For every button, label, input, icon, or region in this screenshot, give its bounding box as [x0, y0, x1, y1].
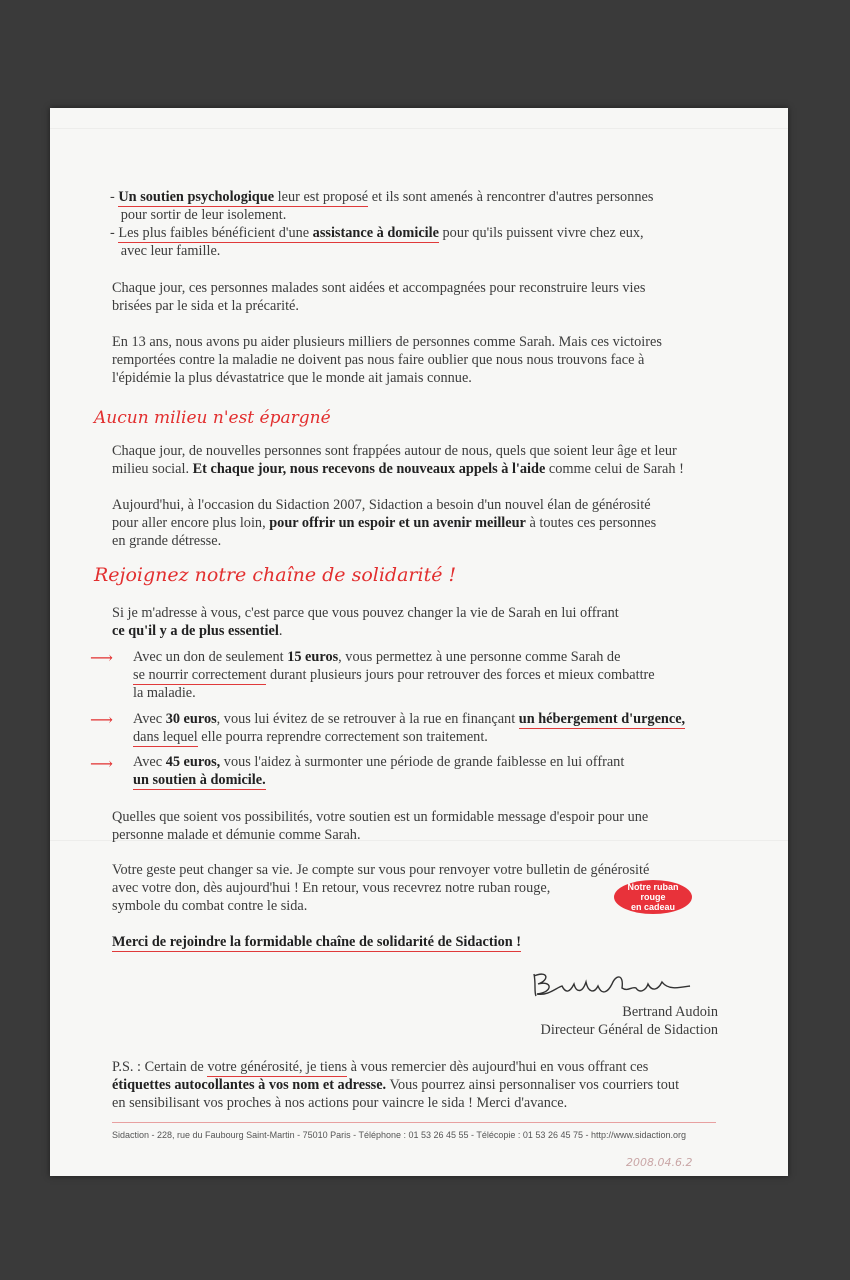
handwritten-note-join-chain: Rejoignez notre chaîne de solidarité !: [94, 564, 457, 586]
paragraph-possibilities: Quelles que soient vos possibilités, votre soutien est un formidable message d'espoir pour une personne malade et démunie comme Sarah.: [112, 809, 649, 843]
paragraph-13-years: En 13 ans, nous avons pu aider plusieurs milliers de personnes comme Sarah. Mais ces victoires remportées contre la maladie ne doivent pas nous faire oublier que nous nous trouvons face à l'épidémie la plus dévastatrice que le monde ait jamais connue.: [112, 334, 662, 386]
paragraph-your-gesture: Votre geste peut changer sa vie. Je compte sur vous pour renvoyer votre bulletin de générosité avec votre don, dès aujourd'hui ! En retour, vous recevrez notre ruban rouge, symbole du combat contre le sida.: [112, 862, 650, 914]
signature-icon: [528, 966, 708, 1002]
signer-name: Bertrand Audoin: [622, 1004, 718, 1020]
arrow-icon: ⟶: [90, 650, 113, 667]
thanks-line: Merci de rejoindre la formidable chaîne de solidarité de Sidaction !: [112, 934, 522, 950]
arrow-icon: ⟶: [90, 712, 113, 729]
signer-title: Directeur Général de Sidaction: [540, 1022, 718, 1038]
footer-divider: [112, 1122, 716, 1123]
paragraph-address-you: Si je m'adresse à vous, c'est parce que vous pouvez changer la vie de Sarah en lui offrant ce qu'il y a de plus essentiel.: [112, 605, 619, 639]
archive-stamp: 2008.04.6.2: [626, 1156, 693, 1169]
footer-address: Sidaction - 228, rue du Faubourg Saint-Martin - 75010 Paris - Téléphone : 01 53 26 45 55 - Télécopie : 01 53 26 45 75 - http://www.sidaction.org: [112, 1130, 687, 1140]
handwritten-note-no-milieu: Aucun milieu n'est épargné: [94, 408, 331, 428]
paragraph-daily-help: Chaque jour, ces personnes malades sont aidées et accompagnées pour reconstruire leurs vies brisées par le sida et la précarité.: [112, 280, 646, 314]
bullet-home-assistance: - Les plus faibles bénéficient d'une assistance à domicile pour qu'ils puissent vivre chez eux, avec leur famille.: [110, 225, 644, 259]
signer-block: [530, 1003, 718, 1039]
arrow-icon: ⟶: [90, 756, 113, 773]
paragraph-new-people: Chaque jour, de nouvelles personnes sont frappées autour de nous, quels que soient leur âge et leur milieu social. Et chaque jour, nous recevons de nouveaux appels à l'aide comme celui de Sarah !: [112, 443, 684, 477]
donation-45-euros: Avec 45 euros, vous l'aidez à surmonter une période de grande faiblesse en lui offrant un soutien à domicile.: [133, 754, 625, 788]
paragraph-sidaction-2007: Aujourd'hui, à l'occasion du Sidaction 2007, Sidaction a besoin d'un nouvel élan de générosité pour aller encore plus loin, pour offrir un espoir et un avenir meilleur à toutes ces personnes en grande détresse.: [112, 497, 657, 549]
donation-30-euros: Avec 30 euros, vous lui évitez de se retrouver à la rue en finançant un hébergement d'urgence, dans lequel elle pourra reprendre correctement son traitement.: [133, 711, 686, 745]
donation-15-euros: Avec un don de seulement 15 euros, vous permettez à une personne comme Sarah de se nourrir correctement durant plusieurs jours pour retrouver des forces et mieux combattre la maladie.: [133, 649, 655, 701]
bullet-psychological-support: - Un soutien psychologique leur est proposé et ils sont amenés à rencontrer d'autres personnes pour sortir de leur isolement.: [110, 189, 654, 223]
red-ribbon-gift-badge: Notre ruban rouge en cadeau: [614, 880, 692, 914]
postscript: P.S. : Certain de votre générosité, je tiens à vous remercier dès aujourd'hui en vous offrant ces étiquettes autocollantes à vos nom et adresse. Vous pourrez ainsi personnaliser vos courriers tout en sensibilisant vos proches à nos actions pour vaincre le sida ! Merci d'avance.: [112, 1059, 680, 1111]
